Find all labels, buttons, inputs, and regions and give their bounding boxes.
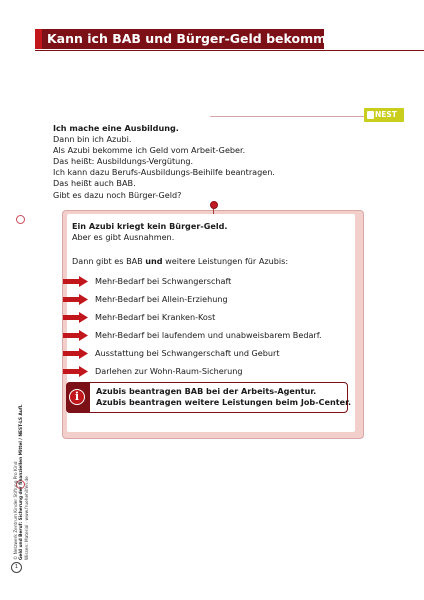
info-icon: i	[69, 389, 85, 405]
info-line: Azubis beantragen BAB bei der Arbeits-Agentur.	[96, 386, 317, 396]
arrow-right-icon	[63, 294, 88, 305]
list-item	[63, 346, 280, 360]
list-item-label: Mehr-Bedarf bei laufendem und unabweisbarem Bedarf.	[95, 330, 322, 340]
info-line: Azubis beantragen weitere Leistungen beim Job-Center.	[96, 397, 352, 407]
card-lead-bold: und	[145, 256, 163, 266]
list-item	[63, 292, 228, 306]
card-lead-start: Dann gibt es BAB	[72, 256, 146, 266]
side-credit-line: Geld und Beruf: Sicherung der finanziellen Mittel / NEST-LS Aufl.	[19, 404, 25, 560]
header-rule	[35, 50, 424, 51]
intro-line: Das heißt auch BAB.	[53, 178, 136, 189]
list-item	[63, 364, 243, 378]
intro-line: Ich kann dazu Berufs-Ausbildungs-Beihilfe beantragen.	[53, 167, 275, 178]
list-item-label: Mehr-Bedarf bei Kranken-Kost	[95, 312, 216, 322]
nest-logo-text: NEST	[375, 110, 397, 119]
card-subline: Aber es gibt Ausnahmen.	[72, 232, 175, 242]
arrow-right-icon	[63, 312, 88, 323]
logo-rule	[210, 116, 365, 117]
list-item-label: Mehr-Bedarf bei Schwangerschaft	[95, 276, 232, 286]
arrow-right-icon	[63, 366, 88, 377]
list-item	[63, 310, 216, 324]
intro-text	[53, 123, 275, 201]
card-headline: Ein Azubi kriegt kein Bürger-Geld.	[72, 221, 228, 231]
list-item-label: Ausstattung bei Schwangerschaft und Geburt	[95, 348, 280, 358]
nest-logo	[364, 108, 404, 122]
arrow-right-icon	[63, 348, 88, 359]
nest-logo-icon	[367, 111, 374, 119]
side-credits	[14, 400, 30, 560]
side-credit-line: Wissen: Material · www.fruehehilfen.de	[24, 476, 30, 560]
intro-heading: Ich mache eine Ausbildung.	[53, 123, 179, 133]
intro-line: Dann bin ich Azubi.	[53, 134, 132, 145]
info-text	[96, 386, 351, 408]
list-item-label: Mehr-Bedarf bei Allein-Erziehung	[95, 294, 228, 304]
card-intro	[72, 221, 227, 243]
arrow-right-icon	[63, 276, 88, 287]
card-lead-end: weitere Leistungen für Azubis:	[162, 256, 289, 266]
page-number: 1	[11, 562, 22, 573]
card-lead	[72, 256, 288, 267]
intro-line: Das heißt: Ausbildungs-Vergütung.	[53, 156, 194, 167]
pin-icon	[210, 201, 218, 209]
list-item	[63, 328, 322, 342]
title-accent	[35, 29, 42, 49]
side-credit-line: © Netzwerk Zentrum Kinder Stiftung Pro Kind	[14, 461, 19, 560]
list-item-label: Darlehen zur Wohn-Raum-Sicherung	[95, 366, 243, 376]
intro-line: Als Azubi bekomme ich Geld vom Arbeit-Geber.	[53, 145, 246, 156]
list-item	[63, 274, 232, 288]
punch-hole-top	[16, 215, 25, 224]
arrow-right-icon	[63, 330, 88, 341]
page-title: Kann ich BAB und Bürger-Geld bekommen?	[35, 29, 324, 49]
intro-line: Gibt es dazu noch Bürger-Geld?	[53, 189, 182, 200]
